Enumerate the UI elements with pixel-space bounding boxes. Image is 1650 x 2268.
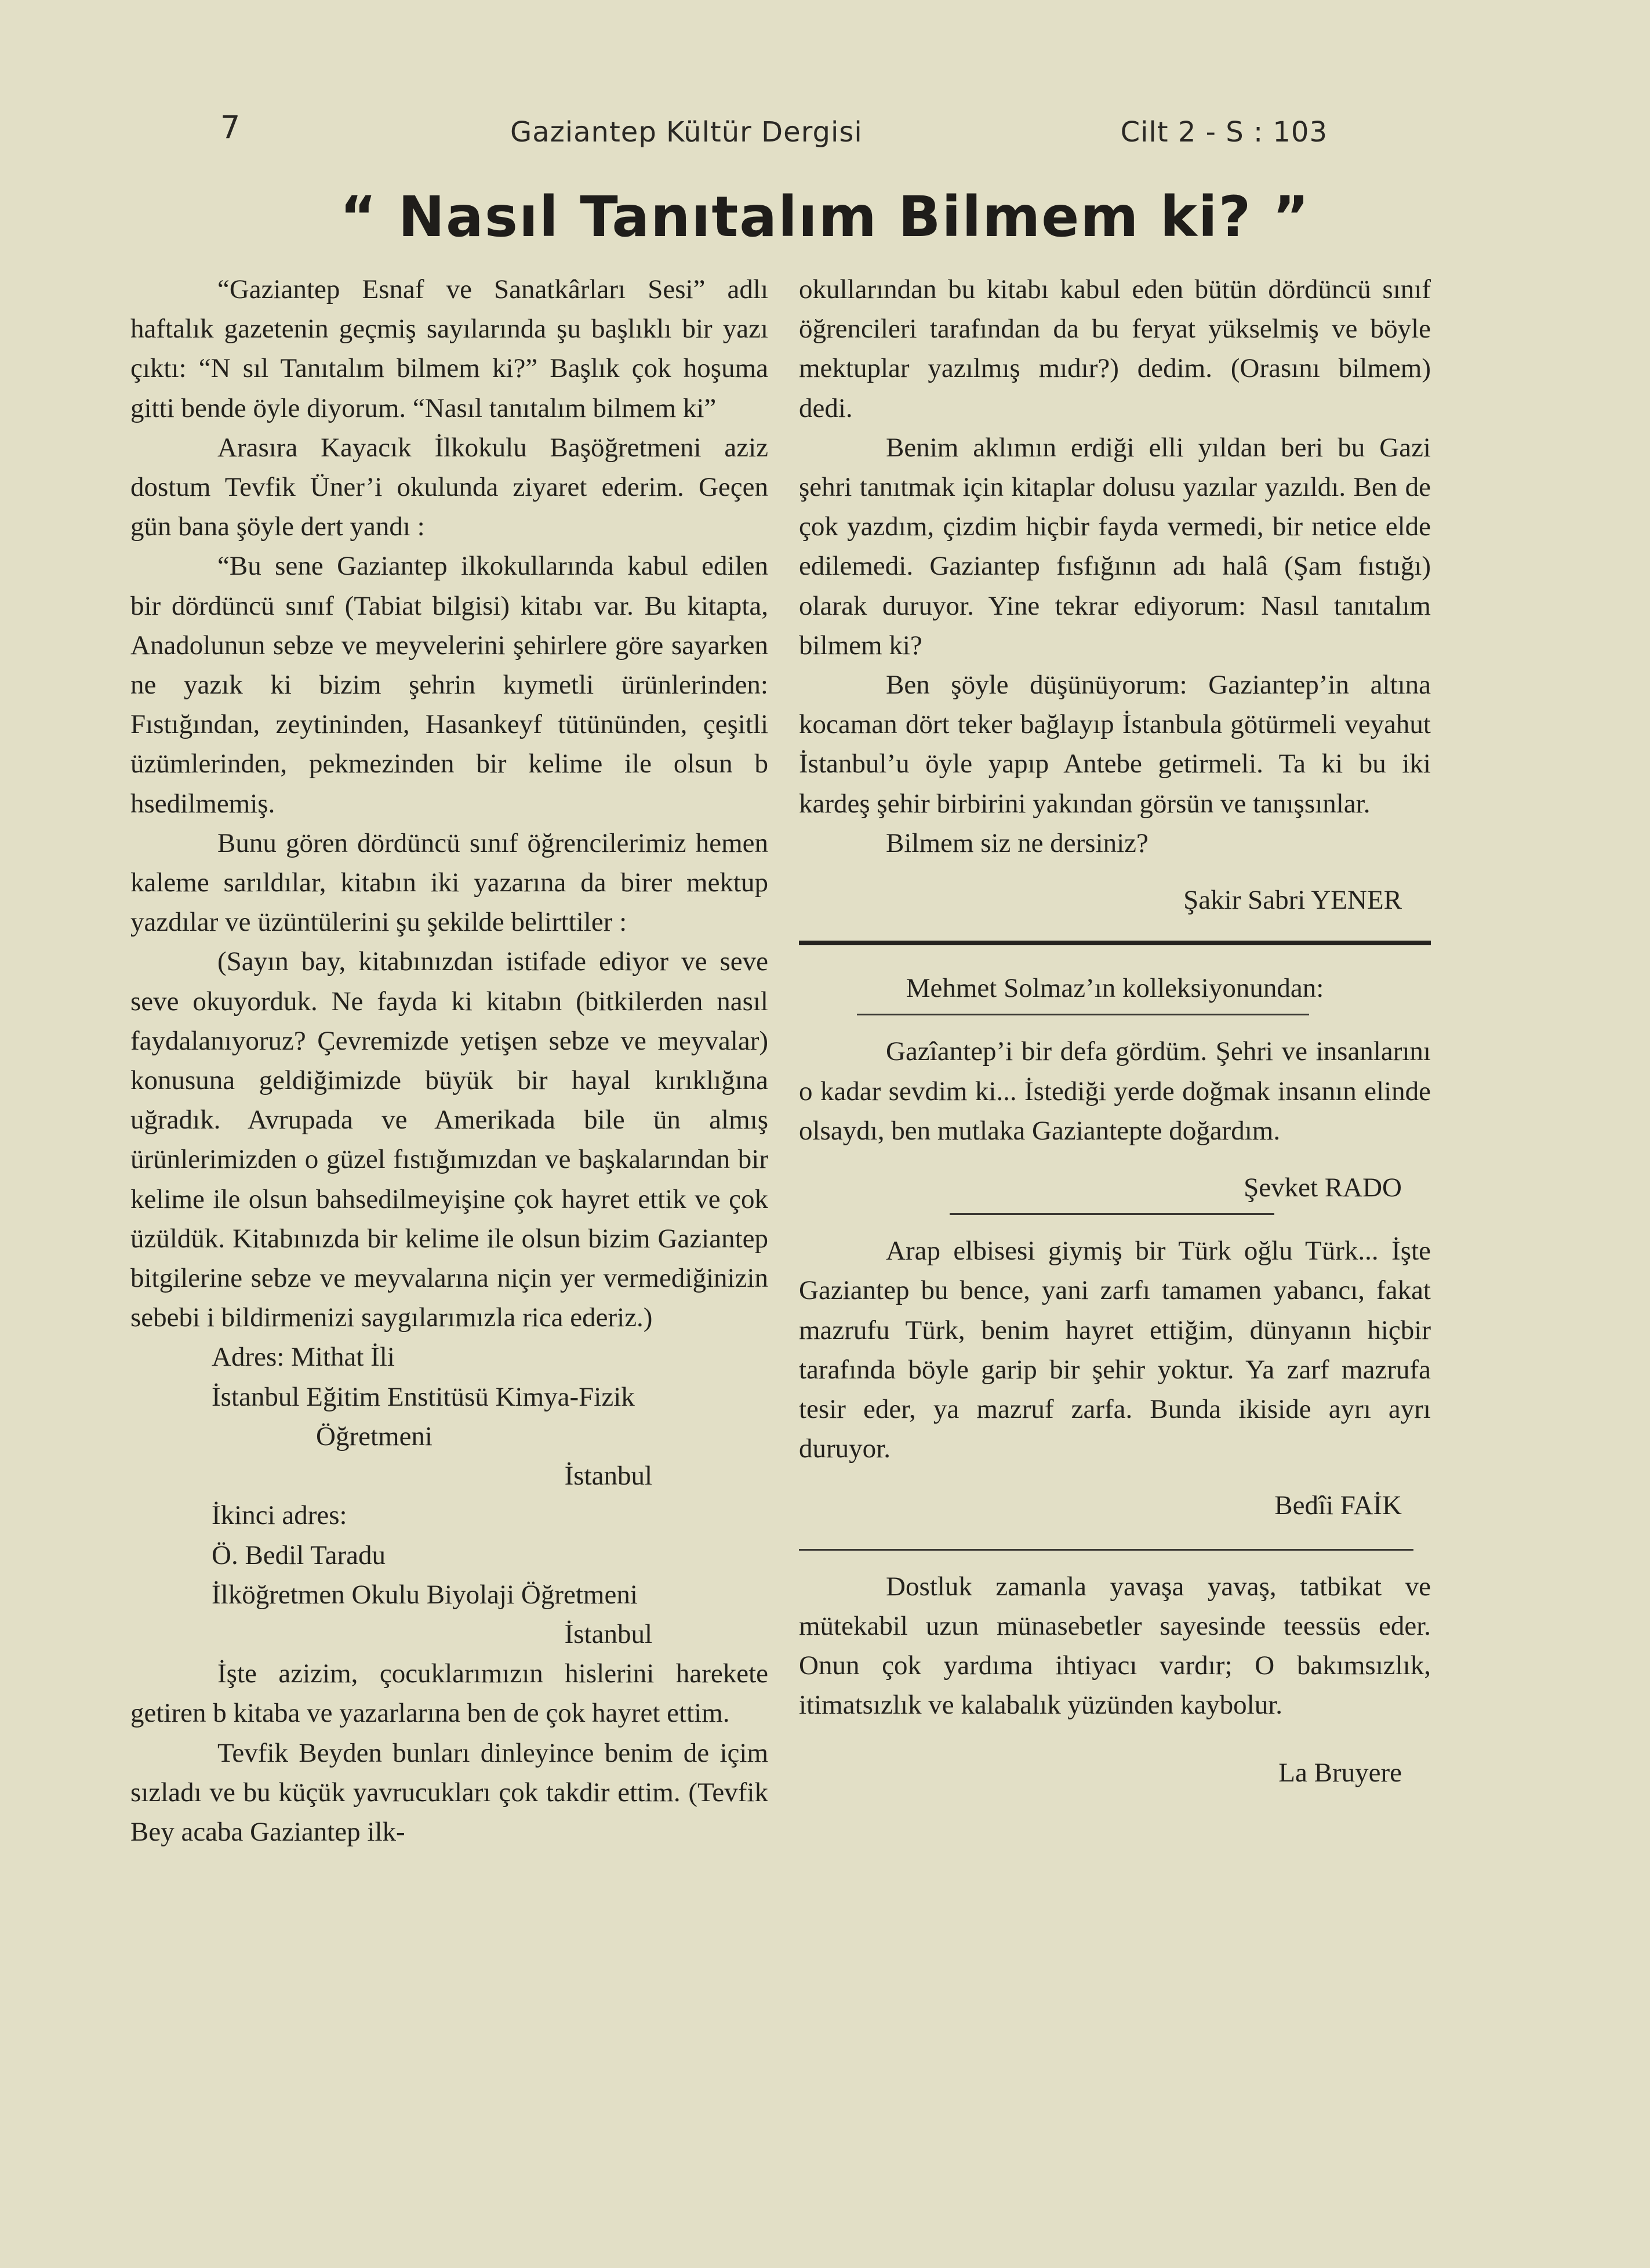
divider: [950, 1213, 1274, 1215]
journal-name: Gaziantep Kültür Dergisi: [510, 116, 863, 148]
address-line: İlköğretmen Okulu Biyolaji Öğretmeni: [212, 1579, 638, 1610]
right-column: [799, 270, 1431, 1792]
divider: [857, 1014, 1309, 1015]
quote-text: Dostluk zamanla yavaşa yavaş, tatbikat ve mütekabil uzun münasebetler sayesinde teessüs eder. Onun çok yardıma ihtiyacı vardır; O bakımsızlık, itimatsızlık ve kalabalık yüzünden kaybolur.: [799, 1571, 1431, 1721]
address-line: İstanbul Eğitim Enstitüsü Kimya-Fizik: [212, 1381, 635, 1412]
paragraph: Tevfik Beyden bunları dinleyince benim de içim sızladı ve bu küçük yavrucukları çok takdir ettim. (Tevfik Bey acaba Gaziantep ilk-: [130, 1737, 768, 1847]
address-line: İstanbul: [564, 1461, 652, 1492]
section-divider: [799, 941, 1431, 945]
letter-text: (Sayın bay, kitabınızdan istifade ediyor ve seve seve okuyorduk. Ne fayda ki kitabın (bitkilerden nasıl faydalanıyoruz? Çevremizde yetişen sebze ve meyvalar) konusuna geldiğimizde büyük bir hayal kırıklığına uğradık. Avrupada ve Amerikada bile ün almış ürünlerimizden o güzel fıstığımızdan ve başkalarından bir kelime ile olsun bahsedilmeyişine çok hayret ettik ve çok üzüldük. Kitabınızda bir kelime ile olsun bizim Gaziantep bitgilerine sebze ve meyvalarına niçin yer vermediğinizin sebebi i bildirmenizi saygılarımızla rica ederiz.): [130, 946, 768, 1333]
quote-text: Arap elbisesi giymiş bir Türk oğlu Türk... İşte Gaziantep bu bence, yani zarfı tamamen yabancı, fakat mazrufu Türk, benim hayret ettiğim, dünyanın hiçbir tarafında böyle garip bir şehir yoktur. Ya zarf mazrufa tesir eder, ya mazruf zarfa. Bunda ikiside ayrı ayrı duruyor.: [799, 1236, 1431, 1464]
paragraph: Benim aklımın erdiği elli yıldan beri bu Gazi şehri tanıtmak için kitaplar dolusu yazılar yazıldı. Ben de çok yazdım, çizdim hiçbir fayda vermedi, bir netice elde edilemedi. Gaziantep fısfığının adı halâ (Şam fıstığı) olarak duruyor. Yine tekrar ediyorum: Nasıl tanıtalım bilmem ki?: [799, 432, 1431, 661]
left-column: [130, 270, 768, 1852]
address-line: İstanbul: [564, 1619, 652, 1649]
paragraph: “Bu sene Gaziantep ilkokullarında kabul edilen bir dördüncü sınıf (Tabiat bilgisi) kitabı var. Bu kitapta, Anadolunun sebze ve meyvelerini şehirlere göre sayarken ne yazık ki bizim şehrin kıymetli ürünlerinden: Fıstığından, zeytininden, Hasankeyf tütününden, çeşitli üzümlerinden, pekmezinden bir kelime ile olsun b hsedilmemiş.: [130, 551, 768, 819]
paragraph: “Gaziantep Esnaf ve Sanatkârları Sesi” adlı haftalık gazetenin geçmiş sayılarında şu başlıklı bir yazı çıktı: “N sıl Tanıtalım bilmem ki?” Başlık çok hoşuma gitti bende öyle diyorum. “Nasıl tanıtalım bilmem ki”: [130, 274, 768, 423]
paragraph: okullarından bu kitabı kabul eden bütün dördüncü sınıf öğrencileri tarafından da bu feryat yükselmiş ve böyle mektuplar yazılmış mıdır?) dedim. (Orasını bilmem) dedi.: [799, 274, 1431, 423]
volume-issue: Cilt 2 - S : 103: [1120, 116, 1328, 148]
quote-author: Şevket RADO: [1244, 1173, 1402, 1203]
paragraph: Ben şöyle düşünüyorum: Gaziantep’in altına kocaman dört teker bağlayıp İstanbula götürmeli veyahut İstanbul’u öyle yapıp Antebe getirmeli. Ta ki bu iki kardeş şehir birbirini yakından görsün ve tanışsınlar.: [799, 670, 1431, 819]
address-line: İkinci adres:: [212, 1500, 347, 1531]
paragraph: Arasıra Kayacık İlkokulu Başöğretmeni aziz dostum Tevfik Üner’i okulunda ziyaret ederim. Geçen gün bana şöyle dert yandı :: [130, 432, 768, 542]
paragraph: Bunu gören dördüncü sınıf öğrencilerimiz hemen kaleme sarıldılar, kitabın iki yazarına da birer mektup yazdılar ve üzüntülerini şu şekilde belirttiler :: [130, 828, 768, 938]
quote-text: Gazîantep’i bir defa gördüm. Şehri ve insanlarını o kadar sevdim ki... İstediği yerde doğmak insanın elinde olsaydı, ben mutlaka Gaziantepte doğardım.: [799, 1036, 1431, 1146]
divider: [799, 1549, 1413, 1551]
article-title: “ Nasıl Tanıtalım Bilmem ki? ”: [340, 184, 1310, 249]
author-signature: Şakir Sabri YENER: [1183, 885, 1402, 916]
address-line: Adres: Mithat İli: [212, 1342, 395, 1373]
collection-heading: Mehmet Solmaz’ın kolleksiyonundan:: [906, 973, 1324, 1004]
paragraph: İşte azizim, çocuklarımızın hislerini harekete getiren b kitaba ve yazarlarına ben de çok hayret ettim.: [130, 1659, 768, 1729]
running-header: [220, 109, 1328, 155]
quote-author: La Bruyere: [1278, 1757, 1402, 1788]
page-number: 7: [220, 109, 241, 146]
address-line: Ö. Bedil Taradu: [212, 1540, 386, 1570]
paragraph: Bilmem siz ne dersiniz?: [886, 828, 1149, 858]
address-line: Öğretmeni: [316, 1421, 433, 1451]
quote-author: Bedîi FAİK: [1274, 1490, 1402, 1521]
